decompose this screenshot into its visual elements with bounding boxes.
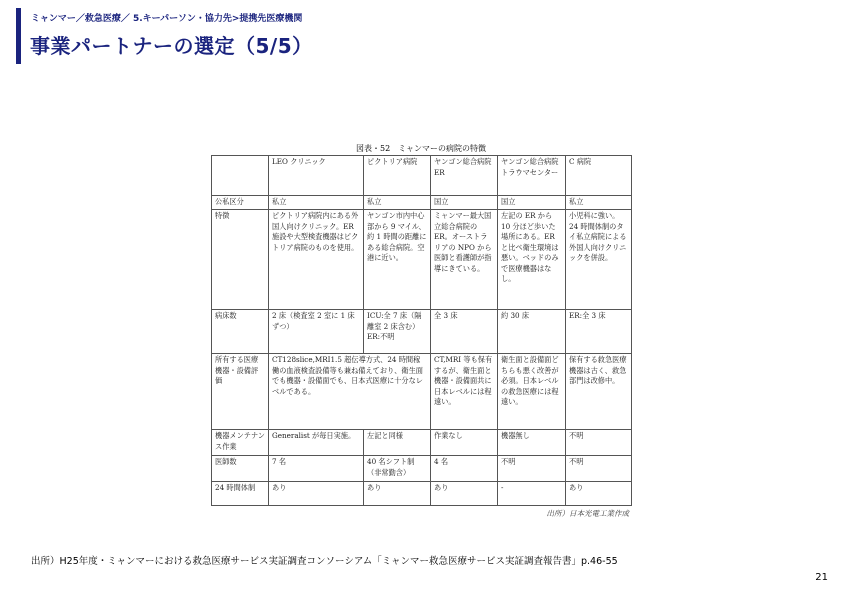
table-cell: 2 床（検査室 2 室に 1 床ずつ） — [269, 310, 364, 354]
table-row — [212, 456, 632, 482]
table-cell: 左記と同様 — [364, 430, 431, 456]
row-label: 24 時間体制 — [212, 482, 269, 506]
figure-caption: 図表・52 ミャンマーの病院の特徴 — [355, 144, 487, 153]
row-label: 医師数 — [212, 456, 269, 482]
table-cell: あり — [364, 482, 431, 506]
table-cell: - — [498, 482, 566, 506]
table-cell: 4 名 — [431, 456, 498, 482]
table-row — [212, 210, 632, 310]
row-label: 所有する医療機器・設備評価 — [212, 354, 269, 430]
table-cell: あり — [431, 482, 498, 506]
table-cell: 不明 — [498, 456, 566, 482]
page-number: 21 — [815, 572, 828, 583]
table-cell: 国立 — [498, 196, 566, 210]
page-title: 事業パートナーの選定（5/5） — [30, 34, 313, 58]
header-cell-yangon-trauma: ヤンゴン総合病院 トラウマセンター — [498, 156, 566, 196]
table-cell: 私立 — [269, 196, 364, 210]
table-cell: 私立 — [566, 196, 632, 210]
row-label: 病床数 — [212, 310, 269, 354]
table-cell: 作業なし — [431, 430, 498, 456]
table-cell: ミャンマー最大国立総合病院の ER。オーストラリアの NPO から医師と看護師が指導にきている。 — [431, 210, 498, 310]
title-accent-bar — [16, 8, 21, 64]
figure-source-note: 出所）日本光電工業作成 — [546, 509, 629, 518]
table-cell: 小児科に強い。24 時間体制のタイ私立病院による外国人向けクリニックを併設。 — [566, 210, 632, 310]
table-cell: CT,MRI 等も保有するが、衛生面と機器・設備面共に日本レベルには程遠い。 — [431, 354, 498, 430]
table-cell: 約 30 床 — [498, 310, 566, 354]
table-cell: 全 3 床 — [431, 310, 498, 354]
table-row — [212, 310, 632, 354]
table-cell: 機器無し — [498, 430, 566, 456]
table-cell: 不明 — [566, 430, 632, 456]
header-cell-leo-clinic: LEO クリニック — [269, 156, 364, 196]
table-cell: CT128slice,MRI1.5 超伝導方式、24 時間稼働の血液検査設備等も兼ね備えており、衛生面でも機器・設備面でも、日本式医療に十分なレベルである。 — [269, 354, 431, 430]
table-cell: 40 名シフト制（非常勤含） — [364, 456, 431, 482]
table-cell: ヤンゴン市内中心部から 9 マイル、約 1 時間の距離にある総合病院。空港に近い。 — [364, 210, 431, 310]
table-row — [212, 430, 632, 456]
table-cell: 衛生面と設備面どちらも悪く改善が必須。日本レベルの救急医療には程遠い。 — [498, 354, 566, 430]
breadcrumb: ミャンマー／救急医療／ 5.キーパーソン・協力先>提携先医療機関 — [31, 14, 303, 24]
table-cell: ER:全 3 床 — [566, 310, 632, 354]
table-row — [212, 482, 632, 506]
footer-source: 出所）H25年度・ミャンマーにおける救急医療サービス実証調査コンソーシアム「ミャンマー救急医療サービス実証調査報告書」p.46-55 — [31, 556, 618, 567]
table-cell: 保有する救急医療機器は古く、救急部門は改修中。 — [566, 354, 632, 430]
header-cell-yangon-er: ヤンゴン総合病院 ER — [431, 156, 498, 196]
header-cell-victoria-hospital: ピクトリア病院 — [364, 156, 431, 196]
row-label: 公私区分 — [212, 196, 269, 210]
row-label: 機器メンテナンス作業 — [212, 430, 269, 456]
table-row — [212, 196, 632, 210]
table-cell: 国立 — [431, 196, 498, 210]
table-cell: 7 名 — [269, 456, 364, 482]
table-cell: ピクトリア病院内にある外国人向けクリニック。ER 施設や大型検査機器はピクトリア病院のものを使用。 — [269, 210, 364, 310]
table-cell: 私立 — [364, 196, 431, 210]
table-row — [212, 354, 632, 430]
table-cell: 不明 — [566, 456, 632, 482]
table-header-row — [212, 156, 632, 196]
table-cell: 左記の ER から 10 分ほど歩いた場所にある。ER と比べ衛生環境は悪い。ベッドのみで医療機器はなし。 — [498, 210, 566, 310]
table-cell: あり — [566, 482, 632, 506]
table-cell: あり — [269, 482, 364, 506]
header-cell-empty — [212, 156, 269, 196]
header-cell-c-hospital: C 病院 — [566, 156, 632, 196]
hospital-comparison-table — [211, 155, 632, 506]
table-cell: ICU:全 7 床（隔離室 2 床含む）ER:不明 — [364, 310, 431, 354]
table-cell: Generalist が毎日実施。 — [269, 430, 364, 456]
row-label: 特徴 — [212, 210, 269, 310]
